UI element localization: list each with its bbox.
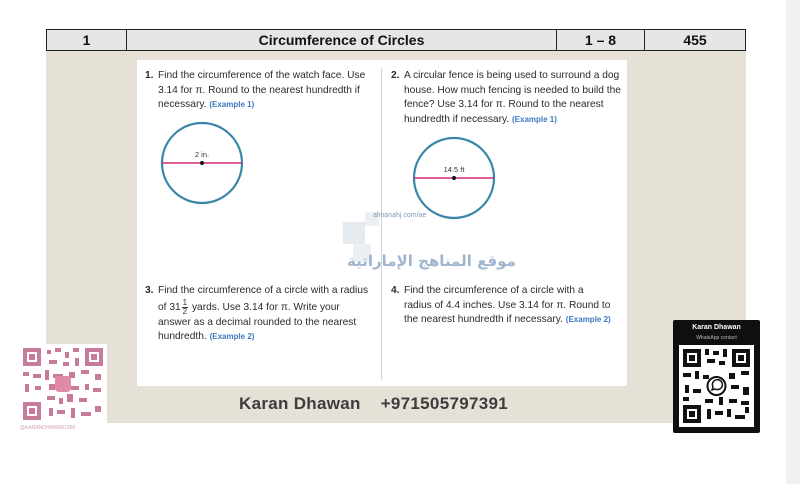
problem-3 — [145, 284, 370, 345]
fence-circle-diagram — [411, 135, 497, 221]
diameter-label: 14.5 ft — [443, 165, 465, 174]
card-subtitle: WhatsApp contact — [696, 335, 737, 341]
card-name: Karan Dhawan — [692, 324, 741, 331]
header-range: 1 – 8 — [557, 30, 645, 50]
almanahj-watermark-logo — [343, 212, 473, 282]
example-link[interactable]: (Example 2) — [565, 315, 611, 325]
fraction: $\frac{1}{2}$ — [182, 297, 188, 316]
problem-4 — [391, 284, 611, 328]
watch-face-circle-diagram — [159, 120, 245, 206]
watermark-site: almanahj.com/ae — [373, 212, 427, 219]
diameter-label: 2 in. — [194, 150, 210, 159]
problem-text-end: yards. Use 3.14 for π. Write your answer as a decimal rounded to the nearest hundredth. — [158, 301, 357, 343]
instagram-qr-code[interactable] — [19, 344, 107, 424]
problem-text: A circular fence is being used to surround a dog house. How much fencing is needed to build the fence? Use 3.14 for π. Round to the nearest hundredth if necessary. — [404, 70, 621, 125]
worksheet-page — [137, 60, 627, 386]
contact-line — [239, 394, 528, 414]
header-title: Circumference of Circles — [127, 30, 557, 50]
problem-number: 4. — [391, 285, 400, 296]
problem-1 — [145, 69, 370, 113]
problem-text: Find the circumference of the watch face. Use 3.14 for π. Round to the nearest hundredth if necessary. — [158, 70, 366, 111]
watermark-arabic: موقع المناهج الإماراتية — [347, 252, 516, 270]
problem-text-start: Find the circumference of a circle with a radius of 31 — [158, 285, 369, 313]
problem-text: Find the circumference of a circle with a radius of 4.4 inches. Use 3.14 for π. Round to the nearest hundredth if necessary. — [404, 285, 611, 326]
problem-number: 2. — [391, 70, 400, 81]
problem-number: 1. — [145, 70, 154, 81]
qr-caption: @KARANDHAWAN1966 — [20, 425, 76, 431]
center-dot — [200, 161, 204, 165]
problem-number: 3. — [145, 285, 154, 296]
example-link[interactable]: (Example 2) — [209, 332, 255, 342]
contact-name: Karan Dhawan — [239, 394, 361, 413]
contact-phone: +971505797391 — [380, 394, 508, 413]
example-link[interactable]: (Example 1) — [209, 100, 255, 110]
whatsapp-qr-code[interactable] — [679, 345, 754, 427]
right-edge-strip — [786, 0, 800, 484]
example-link[interactable]: (Example 1) — [512, 114, 557, 124]
lesson-header — [46, 29, 746, 51]
header-page: 455 — [683, 32, 707, 48]
whatsapp-contact-card[interactable] — [673, 320, 760, 433]
problem-2 — [391, 69, 623, 127]
header-number: 1 — [47, 30, 127, 50]
center-dot — [452, 176, 456, 180]
